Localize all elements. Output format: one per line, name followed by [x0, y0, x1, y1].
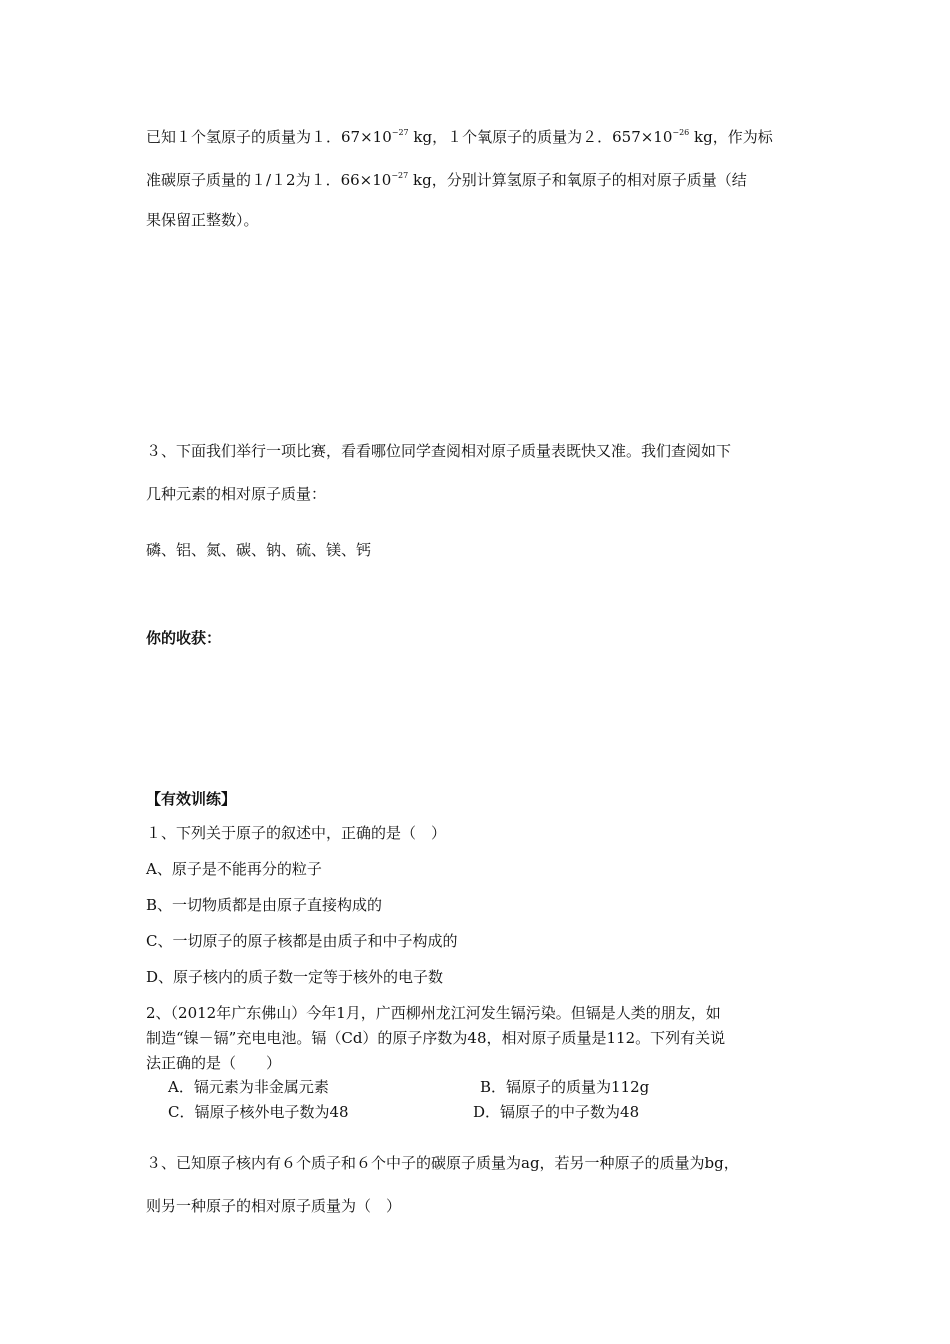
q2-line-2: 制造“镍－镉”充电电池。镉（Cd）的原子序数为48，相对原子质量是112。下列有关说	[146, 1029, 726, 1047]
training-heading: 【有效训练】	[146, 790, 237, 808]
intro-line-2	[146, 170, 747, 190]
q3-line-2: 则另一种原子的相对原子质量为（ ）	[146, 1197, 402, 1215]
task3-line-1: ３、下面我们举行一项比赛，看看哪位同学查阅相对原子质量表既快又准。我们查阅如下	[146, 442, 732, 460]
intro-line-2-part-b: kg，分别计算氢原子和氧原子的相对原子质量（结	[408, 171, 747, 189]
q1-option-b: B、一切物质都是由原子直接构成的	[146, 896, 383, 914]
intro-line-1	[146, 127, 773, 147]
exponent: −27	[391, 128, 409, 137]
intro-line-1-part-b: kg，１个氧原子的质量为２．657×10	[408, 128, 673, 146]
task3-line-2: 几种元素的相对原子质量：	[146, 485, 327, 503]
intro-line-1-part-c: kg，作为标	[689, 128, 773, 146]
q2-option-b: B．镉原子的质量为112g	[480, 1078, 650, 1096]
intro-line-1-part-a: 已知１个氢原子的质量为１．67×10	[146, 128, 392, 146]
q2-option-c: C．镉原子核外电子数为48	[168, 1103, 349, 1121]
q2-line-3: 法正确的是（ ）	[146, 1054, 282, 1072]
q1-option-d: D、原子核内的质子数一定等于核外的电子数	[146, 968, 444, 986]
q1-option-a: A、原子是不能再分的粒子	[146, 860, 322, 878]
q2-option-a: A．镉元素为非金属元素	[168, 1078, 329, 1096]
intro-line-2-part-a: 准碳原子质量的１/１2为１．66×10	[146, 171, 392, 189]
task3-elements: 磷、铝、氮、碳、钠、硫、镁、钙	[146, 541, 372, 559]
q2-option-d: D．镉原子的中子数为48	[473, 1103, 640, 1121]
q2-line-1: 2、（2012年广东佛山）今年1月，广西柳州龙江河发生镉污染。但镉是人类的朋友，如	[146, 1004, 721, 1022]
intro-line-3: 果保留正整数）。	[146, 211, 259, 229]
q3-line-1: ３、已知原子核内有６个质子和６个中子的碳原子质量为ag，若另一种原子的质量为bg，	[146, 1154, 739, 1172]
exponent: −27	[391, 171, 409, 180]
q1-option-c: C、一切原子的原子核都是由质子和中子构成的	[146, 932, 458, 950]
q1-stem: １、下列关于原子的叙述中，正确的是（ ）	[146, 824, 447, 842]
exponent: −26	[672, 128, 690, 137]
harvest-heading: 你的收获：	[146, 629, 222, 647]
